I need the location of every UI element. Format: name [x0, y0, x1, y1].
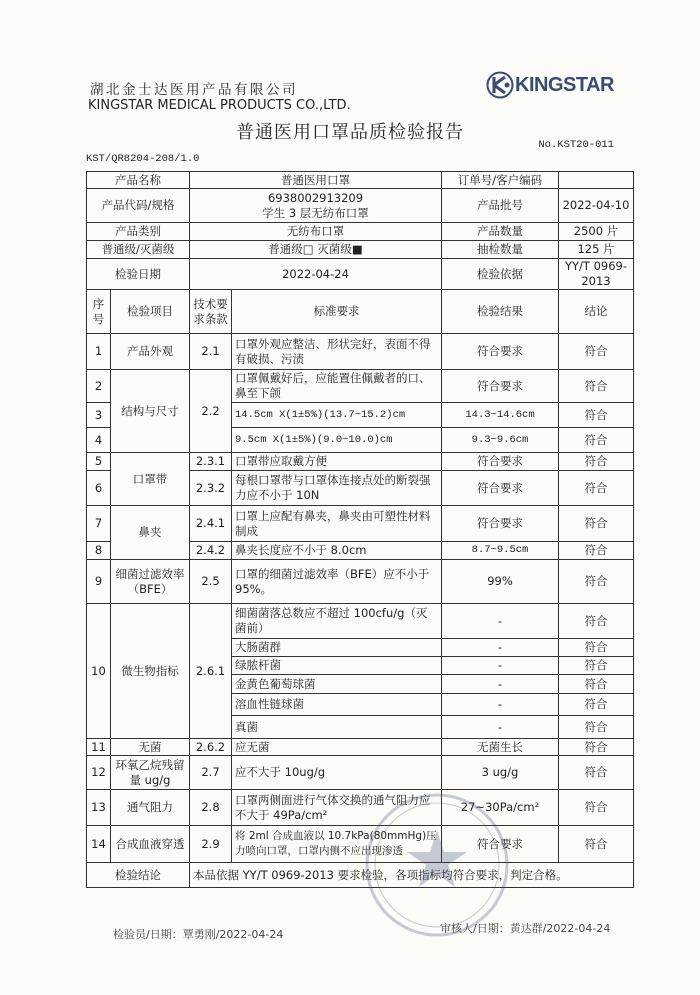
- row-requirement: 绿脓杆菌: [232, 657, 442, 675]
- row-conclusion: 符合: [559, 675, 634, 694]
- table-row: [87, 604, 634, 639]
- row-seq: 8: [87, 542, 111, 560]
- col-item: 检验项目: [111, 290, 190, 334]
- row-requirement: 金黄色葡萄球菌: [232, 675, 442, 694]
- table-row: [87, 756, 634, 790]
- row-result: -: [442, 694, 559, 716]
- row-result: -: [442, 675, 559, 694]
- label-basis: 检验依据: [442, 259, 559, 290]
- kingstar-logo: [486, 70, 614, 100]
- value-basis: YY/T 0969-2013: [559, 259, 634, 290]
- logo-text: KINGSTAR: [515, 73, 614, 96]
- table-row: [87, 334, 634, 370]
- row-seq: 5: [87, 453, 111, 471]
- row-item: 环氧乙烷残留量 ug/g: [111, 756, 190, 790]
- row-seq: 9: [87, 560, 111, 604]
- col-requirement: 标准要求: [232, 290, 442, 334]
- value-batch: 2022-04-10: [559, 189, 634, 223]
- row-result: 14.3~14.6cm: [442, 403, 559, 428]
- row-clause: 2.8: [190, 790, 232, 826]
- value-product-name: 普通医用口罩: [190, 172, 442, 189]
- col-result: 检验结果: [442, 290, 559, 334]
- col-seq: 序号: [87, 290, 111, 334]
- row-item: 产品外观: [111, 334, 190, 370]
- value-category: 无纺布口罩: [190, 223, 442, 241]
- product-code: 6938002913209: [267, 190, 364, 205]
- label-product-name: 产品名称: [87, 172, 190, 189]
- row-seq: 6: [87, 471, 111, 506]
- row-seq: 4: [87, 428, 111, 453]
- row-item: 通气阻力: [111, 790, 190, 826]
- company-name-cn: 湖北金士达医用产品有限公司: [90, 82, 298, 98]
- row-conclusion: 符合: [559, 428, 634, 453]
- conclusion-row: [87, 863, 634, 888]
- conclusion-label: 检验结论: [87, 863, 190, 888]
- value-grade: 普通级□ 灭菌级■: [190, 241, 442, 259]
- row-clause: 2.4.2: [190, 542, 232, 560]
- row-seq: 13: [87, 790, 111, 826]
- reviewer-signature: 审核人/日期：黄达群/2022-04-24: [440, 922, 611, 935]
- value-date: 2022-04-24: [190, 259, 442, 290]
- row-result: 3 ug/g: [442, 756, 559, 790]
- row-seq: 7: [87, 506, 111, 542]
- row-conclusion: 符合: [559, 716, 634, 739]
- label-product-code: 产品代码/规格: [87, 189, 190, 223]
- row-result: 符合要求: [442, 826, 559, 863]
- conclusion-text: 本品依据 YY/T 0969-2013 要求检验，各项指标均符合要求，判定合格。: [190, 863, 634, 888]
- row-result: 8.7~9.5cm: [442, 542, 559, 560]
- row-conclusion: 符合: [559, 694, 634, 716]
- row-result: -: [442, 716, 559, 739]
- row-requirement: 应无菌: [232, 739, 442, 756]
- label-date: 检验日期: [87, 259, 190, 290]
- form-number: KST/QR8204-208/1.0: [86, 153, 200, 165]
- row-conclusion: 符合: [559, 471, 634, 506]
- row-result: -: [442, 639, 559, 657]
- company-name-en: KINGSTAR MEDICAL PRODUCTS CO.,LTD.: [88, 98, 351, 113]
- value-quantity: 2500 片: [559, 223, 634, 241]
- row-clause: 2.5: [190, 560, 232, 604]
- row-conclusion: 符合: [559, 826, 634, 863]
- row-requirement: 口罩外观应整洁、形状完好，表面不得有破损、污渍: [232, 334, 442, 370]
- row-clause: 2.4.1: [190, 506, 232, 542]
- row-requirement: 每根口罩带与口罩体连接点处的断裂强力应不小于 10N: [232, 471, 442, 506]
- label-batch: 产品批号: [442, 189, 559, 223]
- kingstar-logo-icon: [486, 71, 514, 99]
- document-number: No.KST20-011: [538, 139, 614, 151]
- product-spec: 学生 3 层无纺布口罩: [262, 205, 369, 220]
- row-result: 符合要求: [442, 370, 559, 403]
- row-conclusion: 符合: [559, 657, 634, 675]
- row-item: 合成血液穿透: [111, 826, 190, 863]
- row-conclusion: 符合: [559, 506, 634, 542]
- row-requirement: 溶血性链球菌: [232, 694, 442, 716]
- row-seq: 1: [87, 334, 111, 370]
- row-clause: 2.3.2: [190, 471, 232, 506]
- label-sample: 抽检数量: [442, 241, 559, 259]
- row-result: 99%: [442, 560, 559, 604]
- row-conclusion: 符合: [559, 790, 634, 826]
- row-result: 9.3~9.6cm: [442, 428, 559, 453]
- row-requirement: 鼻夹长度应不小于 8.0cm: [232, 542, 442, 560]
- label-quantity: 产品数量: [442, 223, 559, 241]
- row-clause: 2.3.1: [190, 453, 232, 471]
- inspection-report-table: [86, 171, 634, 888]
- row-seq: 3: [87, 403, 111, 428]
- row-result: -: [442, 657, 559, 675]
- inspector-signature: 检验员/日期：覃勇刚/2022-04-24: [113, 928, 284, 941]
- row-clause: 2.9: [190, 826, 232, 863]
- row-requirement: 口罩两侧面进行气体交换的通气阻力应不大于 49Pa/cm²: [232, 790, 442, 826]
- row-requirement: 细菌菌落总数应不超过 100cfu/g（灭菌前）: [232, 604, 442, 639]
- label-category: 产品类别: [87, 223, 190, 241]
- row-conclusion: 符合: [559, 370, 634, 403]
- row-conclusion: 符合: [559, 756, 634, 790]
- row-item: 微生物指标: [111, 604, 190, 739]
- row-requirement: 口罩佩戴好后，应能置住佩戴者的口、鼻至下颌: [232, 370, 442, 403]
- row-conclusion: 符合: [559, 453, 634, 471]
- row-requirement: 口罩的细菌过滤效率（BFE）应不小于 95%。: [232, 560, 442, 604]
- row-conclusion: 符合: [559, 739, 634, 756]
- value-sample: 125 片: [559, 241, 634, 259]
- row-result: 符合要求: [442, 453, 559, 471]
- table-row: [87, 370, 634, 403]
- col-conclusion: 结论: [559, 290, 634, 334]
- row-conclusion: 符合: [559, 403, 634, 428]
- col-clause: 技术要求条款: [190, 290, 232, 334]
- table-row: [87, 790, 634, 826]
- value-product-code: [190, 189, 442, 223]
- row-requirement: 14.5cm X(1±5%)(13.7~15.2)cm: [232, 403, 442, 428]
- row-requirement: 口罩上应配有鼻夹，鼻夹由可塑性材料制成: [232, 506, 442, 542]
- row-clause: 2.2: [190, 370, 232, 453]
- report-title: 普通医用口罩品质检验报告: [236, 122, 464, 143]
- row-item: 结构与尺寸: [111, 370, 190, 453]
- value-order: [559, 172, 634, 189]
- row-item: 无菌: [111, 739, 190, 756]
- label-order: 订单号/客户编码: [442, 172, 559, 189]
- row-conclusion: 符合: [559, 560, 634, 604]
- row-seq: 14: [87, 826, 111, 863]
- row-result: 符合要求: [442, 506, 559, 542]
- row-clause: 2.6.1: [190, 604, 232, 739]
- row-result: -: [442, 604, 559, 639]
- row-clause: 2.6.2: [190, 739, 232, 756]
- row-item: 口罩带: [111, 453, 190, 506]
- row-result: 27~30Pa/cm²: [442, 790, 559, 826]
- table-row: [87, 739, 634, 756]
- row-requirement: 真菌: [232, 716, 442, 739]
- table-row: [87, 453, 634, 471]
- row-clause: 2.7: [190, 756, 232, 790]
- table-row: [87, 506, 634, 542]
- row-clause: 2.1: [190, 334, 232, 370]
- row-seq: 12: [87, 756, 111, 790]
- row-conclusion: 符合: [559, 542, 634, 560]
- company-seal: [362, 790, 512, 940]
- label-grade: 普通级/灭菌级: [87, 241, 190, 259]
- row-requirement: 将 2ml 合成血液以 10.7kPa(80mmHg)压力喷向口罩，口罩内侧不应出现渗透: [232, 826, 442, 863]
- row-item: 细菌过滤效率（BFE）: [111, 560, 190, 604]
- row-conclusion: 符合: [559, 334, 634, 370]
- row-conclusion: 符合: [559, 639, 634, 657]
- row-result: 符合要求: [442, 471, 559, 506]
- row-requirement: 口罩带应取戴方便: [232, 453, 442, 471]
- row-seq: 10: [87, 604, 111, 739]
- table-row: [87, 560, 634, 604]
- row-seq: 2: [87, 370, 111, 403]
- row-result: 符合要求: [442, 334, 559, 370]
- table-row: [87, 826, 634, 863]
- row-conclusion: 符合: [559, 604, 634, 639]
- row-requirement: 大肠菌群: [232, 639, 442, 657]
- row-result: 无菌生长: [442, 739, 559, 756]
- row-requirement: 9.5cm X(1±5%)(9.0~10.0)cm: [232, 428, 442, 453]
- row-item: 鼻夹: [111, 506, 190, 560]
- row-requirement: 应不大于 10ug/g: [232, 756, 442, 790]
- row-seq: 11: [87, 739, 111, 756]
